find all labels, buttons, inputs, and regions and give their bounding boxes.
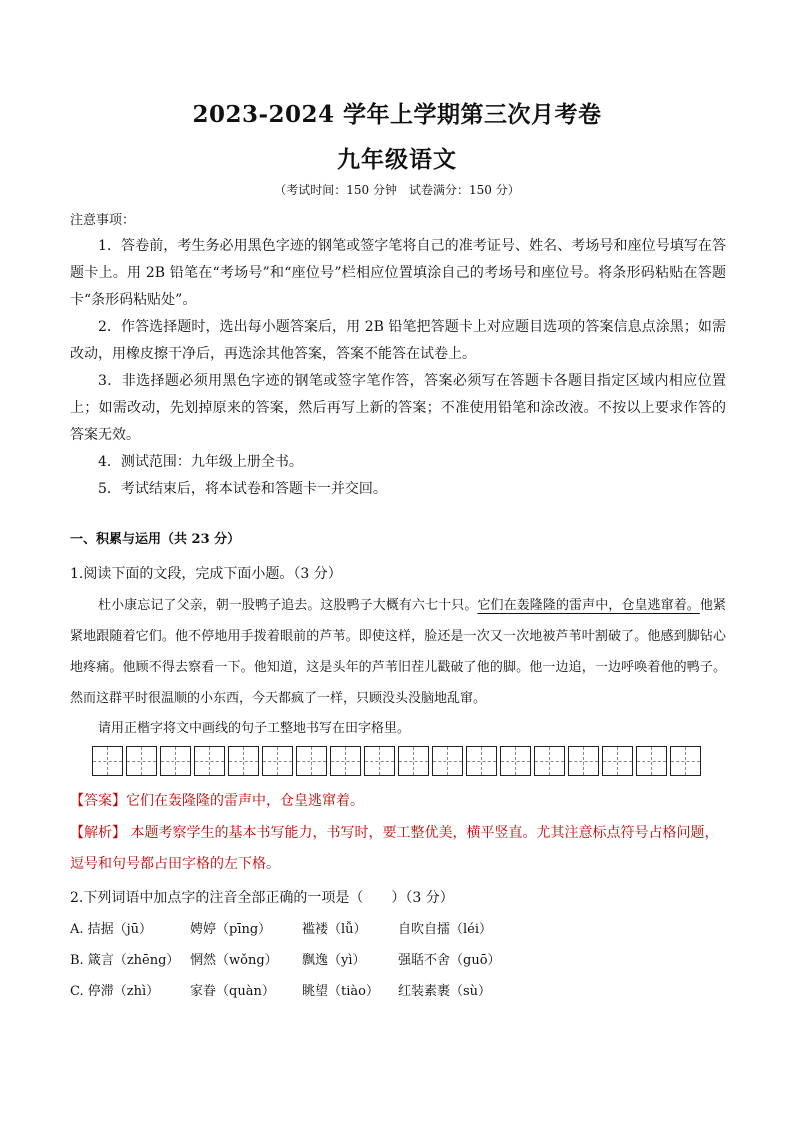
option-c-word-3: 眺望（tiào） xyxy=(302,984,379,999)
option-b-word-2: 惘然（wǒng） xyxy=(190,953,278,968)
notice-item-4: 4．测试范围：九年级上册全书。 xyxy=(98,454,303,470)
analysis-text: 本题考察学生的基本书写能力，书写时，要工整优美，横平竖直。尤其注意标点符号占格问题，逗号和句号都占田字格的左下格。 xyxy=(70,825,719,872)
answer-tag: 【答案】 xyxy=(70,793,126,809)
question-1-instruction: 请用正楷字将文中画线的句子工整地书写在田字格里。 xyxy=(98,721,411,736)
tianzige-cell xyxy=(500,746,531,776)
notice-item-1: 1．答卷前，考生务必用黑色字迹的钢笔或签字笔将自己的准考证号、姓名、考场号和座位号填写在答题卡上。用 2B 铅笔在“考场号”和“座位号”栏相应位置填涂自己的考场号和座位号。将条形码粘贴在答题卡“条形码粘贴处”。 xyxy=(70,238,726,308)
tianzige-grid xyxy=(92,746,704,776)
option-b xyxy=(70,949,501,968)
tianzige-cell xyxy=(262,746,293,776)
tianzige-cell xyxy=(432,746,463,776)
tianzige-cell xyxy=(568,746,599,776)
option-a-word-3: 褴褛（lǚ） xyxy=(302,922,367,937)
tianzige-cell xyxy=(296,746,327,776)
notice-heading: 注意事项： xyxy=(70,213,136,228)
tianzige-cell xyxy=(398,746,429,776)
option-b-word-4: 强聒不舍（guō） xyxy=(398,953,501,968)
tianzige-cell xyxy=(364,746,395,776)
exam-title: 2023-2024 学年上学期第三次月考卷 xyxy=(192,101,602,128)
tianzige-cell xyxy=(228,746,259,776)
question-1-answer xyxy=(70,786,726,817)
option-a-word-1: A. 拮据（jū） xyxy=(70,922,153,937)
answer-text: 它们在轰隆隆的雷声中，仓皇逃窜着。 xyxy=(126,793,364,809)
question-1-analysis xyxy=(70,818,726,880)
tianzige-cell xyxy=(670,746,701,776)
notice-item-3: 3．非选择题必须用黑色字迹的钢笔或签字笔作答，答案必须写在答题卡各题目指定区域内相应位置上；如需改动，先划掉原来的答案，然后再写上新的答案；不准使用铅笔和涂改液。不按以上要求作答的答案无效。 xyxy=(70,373,726,443)
passage-text-after: 他紧紧地跟随着它们。他不停地用手拨着眼前的芦苇。即使这样，脸还是一次又一次地被芦苇叶割破了。他感到脚钻心地疼痛。他顾不得去察看一下。他知道，这是头年的芦苇旧茬儿戳破了他的脚。他一边追，一边呼唤着他的鸭子。然而这群平时很温顺的小东西，今天都疯了一样，只顾没头没脑地乱窜。 xyxy=(70,598,726,706)
option-a xyxy=(70,918,492,937)
section-title: 一、积累与运用（共 23 分） xyxy=(70,532,241,547)
option-c-word-4: 红装素裹（sù） xyxy=(398,984,492,999)
tianzige-cell xyxy=(636,746,667,776)
option-c xyxy=(70,980,491,999)
exam-time-info: （考试时间：150 分钟 试卷满分：150 分） xyxy=(274,183,520,197)
passage-text-before: 杜小康忘记了父亲，朝一股鸭子追去。这股鸭子大概有六七十只。 xyxy=(98,598,478,613)
question-1-stem: 1.阅读下面的文段，完成下面小题。（3 分） xyxy=(70,566,342,582)
tianzige-cell xyxy=(126,746,157,776)
tianzige-cell xyxy=(92,746,123,776)
question-1-passage xyxy=(70,590,726,714)
notice-item-2: 2．作答选择题时，选出每小题答案后，用 2B 铅笔把答题卡上对应题目选项的答案信息点涂黑；如需改动，用橡皮擦干净后，再选涂其他答案，答案不能答在试卷上。 xyxy=(70,319,726,362)
passage-underlined-sentence: 它们在轰隆隆的雷声中，仓皇逃窜着。 xyxy=(477,598,700,613)
option-a-word-4: 自吹自擂（léi） xyxy=(398,922,493,937)
question-2-stem: 2.下列词语中加点字的注音全部正确的一项是（ ）（3 分） xyxy=(70,890,454,906)
option-b-word-1: B. 箴言（zhēng） xyxy=(70,953,180,968)
tianzige-cell xyxy=(534,746,565,776)
option-c-word-1: C. 停滞（zhì） xyxy=(70,984,160,999)
exam-subject: 九年级语文 xyxy=(337,146,457,173)
option-c-word-2: 家眷（quàn） xyxy=(190,984,275,999)
tianzige-cell xyxy=(194,746,225,776)
notice-item-5: 5．考试结束后，将本试卷和答题卡一并交回。 xyxy=(98,481,387,497)
option-a-word-2: 娉婷（pīng） xyxy=(190,922,272,937)
option-b-word-3: 飘逸（yì） xyxy=(302,953,366,968)
tianzige-cell xyxy=(466,746,497,776)
tianzige-cell xyxy=(330,746,361,776)
tianzige-cell xyxy=(602,746,633,776)
tianzige-cell xyxy=(160,746,191,776)
analysis-tag: 【解析】 xyxy=(70,825,126,841)
